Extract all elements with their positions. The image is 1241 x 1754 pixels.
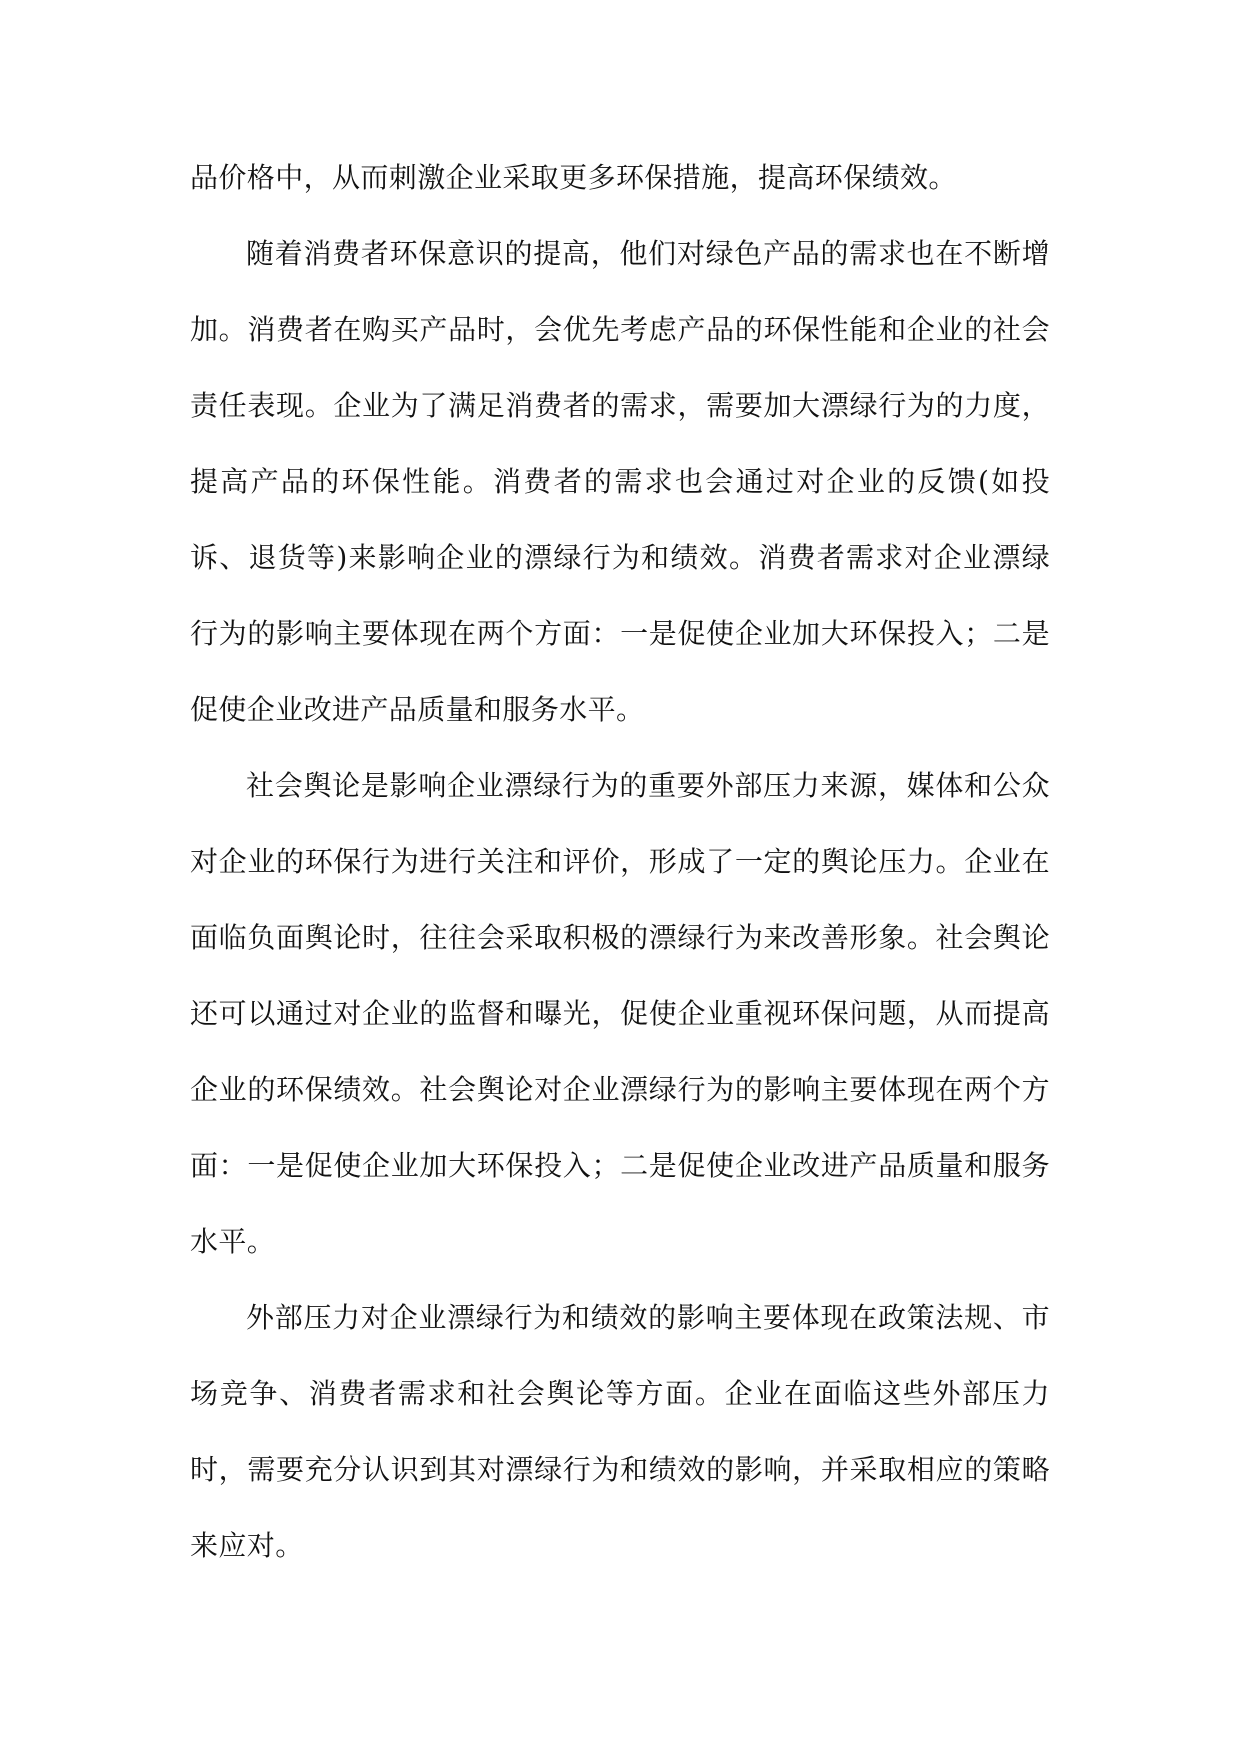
paragraph-continuation: 品价格中，从而刺激企业采取更多环保措施，提高环保绩效。 (190, 161, 957, 194)
paragraph-public-opinion: 社会舆论是影响企业漂绿行为的重要外部压力来源，媒体和公众对企业的环保行为进行关注和评价，形成了一定的舆论压力。企业在面临负面舆论时，往往会采取积极的漂绿行为来改善形象。社会舆论还可以通过对企业的监督和曝光，促使企业重视环保问题，从而提高企业的环保绩效。社会舆论对企业漂绿行为的影响主要体现在两个方面：一是促使企业加大环保投入；二是促使企业改进产品质量和服务水平。 (190, 769, 1050, 1258)
body-text (190, 140, 1050, 1584)
paragraph-summary: 外部压力对企业漂绿行为和绩效的影响主要体现在政策法规、市场竞争、消费者需求和社会舆论等方面。企业在面临这些外部压力时，需要充分认识到其对漂绿行为和绩效的影响，并采取相应的策略来应对。 (190, 1301, 1050, 1562)
paragraph-consumer-demand: 随着消费者环保意识的提高，他们对绿色产品的需求也在不断增加。消费者在购买产品时，会优先考虑产品的环保性能和企业的社会责任表现。企业为了满足消费者的需求，需要加大漂绿行为的力度，提高产品的环保性能。消费者的需求也会通过对企业的反馈(如投诉、退货等)来影响企业的漂绿行为和绩效。消费者需求对企业漂绿行为的影响主要体现在两个方面：一是促使企业加大环保投入；二是促使企业改进产品质量和服务水平。 (190, 237, 1050, 726)
